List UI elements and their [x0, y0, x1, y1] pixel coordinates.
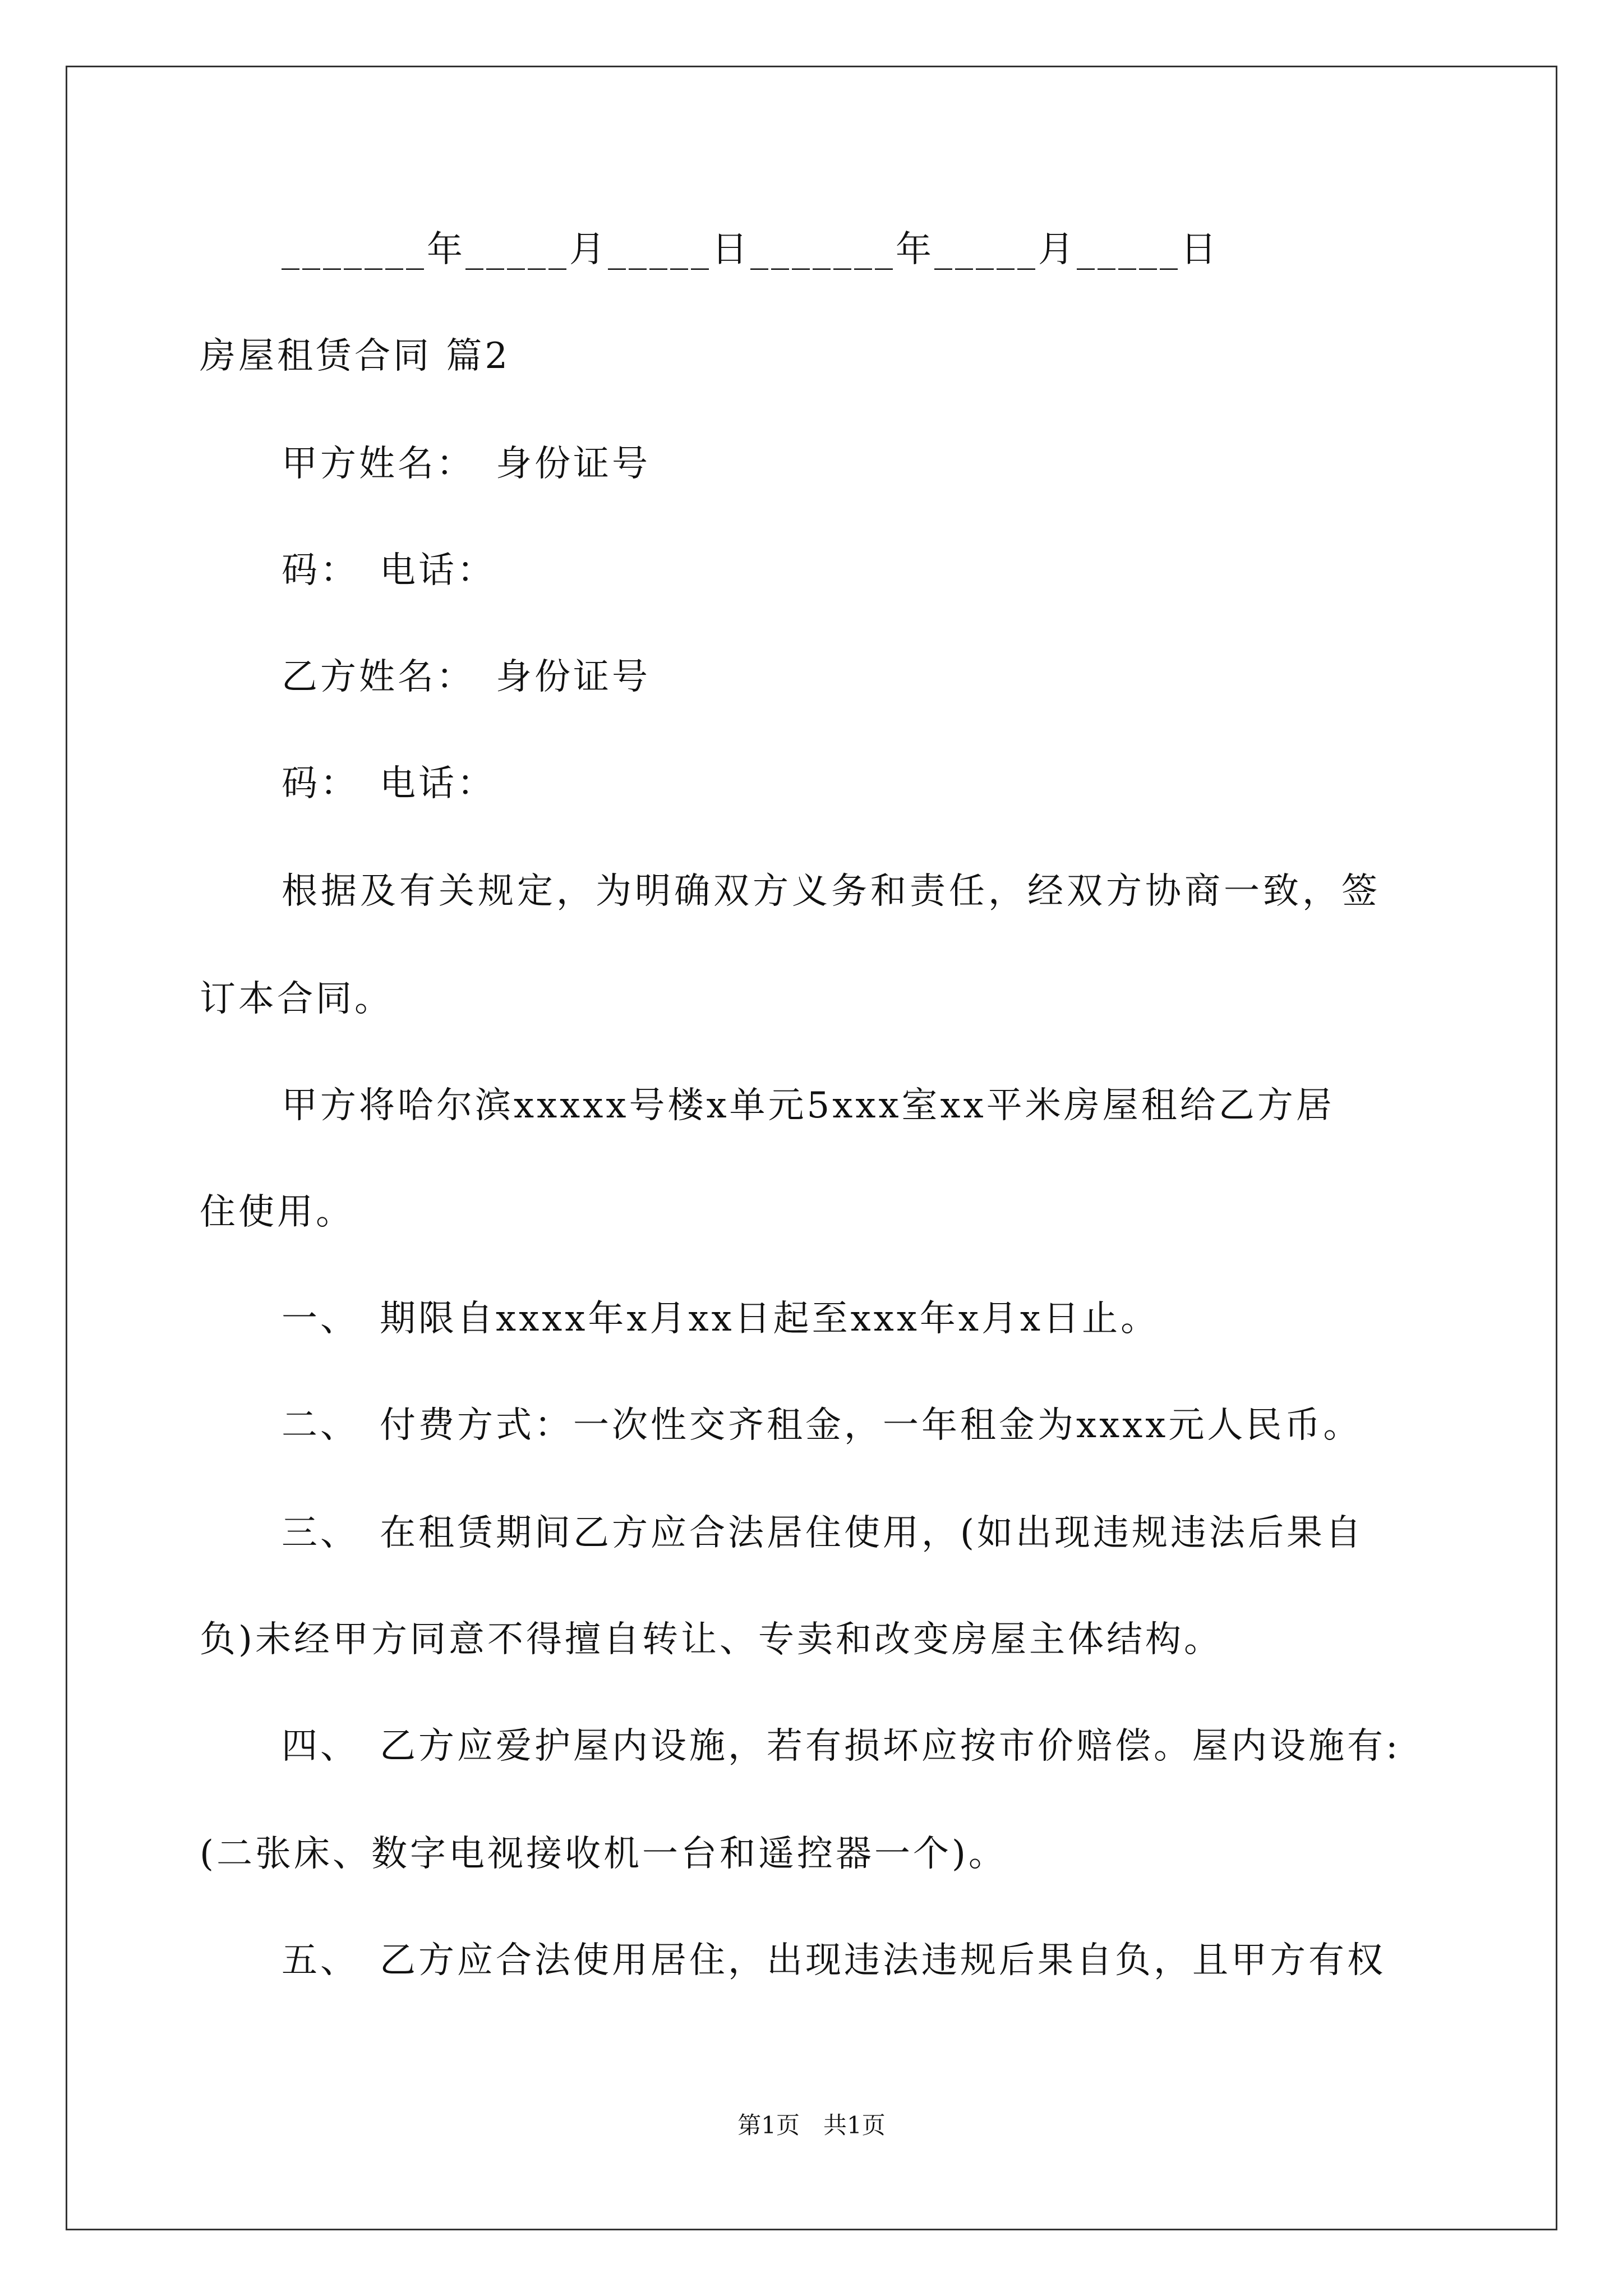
party-b-contact: 码： 电话： — [282, 763, 496, 804]
clause-4-line2: (二张床、数字电视接收机一台和遥控器一个)。 — [200, 1833, 1007, 1875]
party-b-line: 乙方姓名： 身份证号 — [282, 656, 651, 698]
party-a-contact: 码： 电话： — [282, 550, 496, 591]
paragraph-property-line1: 甲方将哈尔滨xxxxx号楼x单元5xxx室xx平米房屋租给乙方居 — [282, 1085, 1335, 1126]
section-heading: 房屋租赁合同 篇2 — [200, 335, 511, 377]
page-footer: 第1页 共1页 — [737, 2111, 886, 2139]
clause-1: 一、 期限自xxxx年x月xx日起至xxx年x月x日止。 — [282, 1298, 1160, 1340]
clause-4-line1: 四、 乙方应爱护屋内设施，若有损坏应按市价赔偿。屋内设施有: — [282, 1726, 1401, 1767]
date-line: _______年_____月_____日_______年_____月_____日 — [282, 229, 1219, 270]
paragraph-basis-line1 — [282, 871, 1426, 912]
page-border — [66, 66, 1557, 2230]
paragraph-property-line2: 住使用。 — [200, 1191, 354, 1233]
party-a-line: 甲方姓名： 身份证号 — [282, 443, 651, 485]
clause-3-line1: 三、 在租赁期间乙方应合法居住使用，(如出现违规违法后果自 — [282, 1512, 1364, 1554]
clause-5-line1: 五、 乙方应合法使用居住，出现违法违规后果自负，且甲方有权 — [282, 1940, 1386, 1981]
paragraph-text: 根据及有关规定，为明确双方义务和责任，经双方协商一致，签 — [282, 871, 1381, 912]
clause-2: 二、 付费方式：一次性交齐租金，一年租金为xxxx元人民币。 — [282, 1405, 1362, 1446]
clause-3-line2: 负)未经甲方同意不得擅自转让、专卖和改变房屋主体结构。 — [200, 1619, 1223, 1660]
paragraph-basis-line2: 订本合同。 — [200, 978, 393, 1020]
